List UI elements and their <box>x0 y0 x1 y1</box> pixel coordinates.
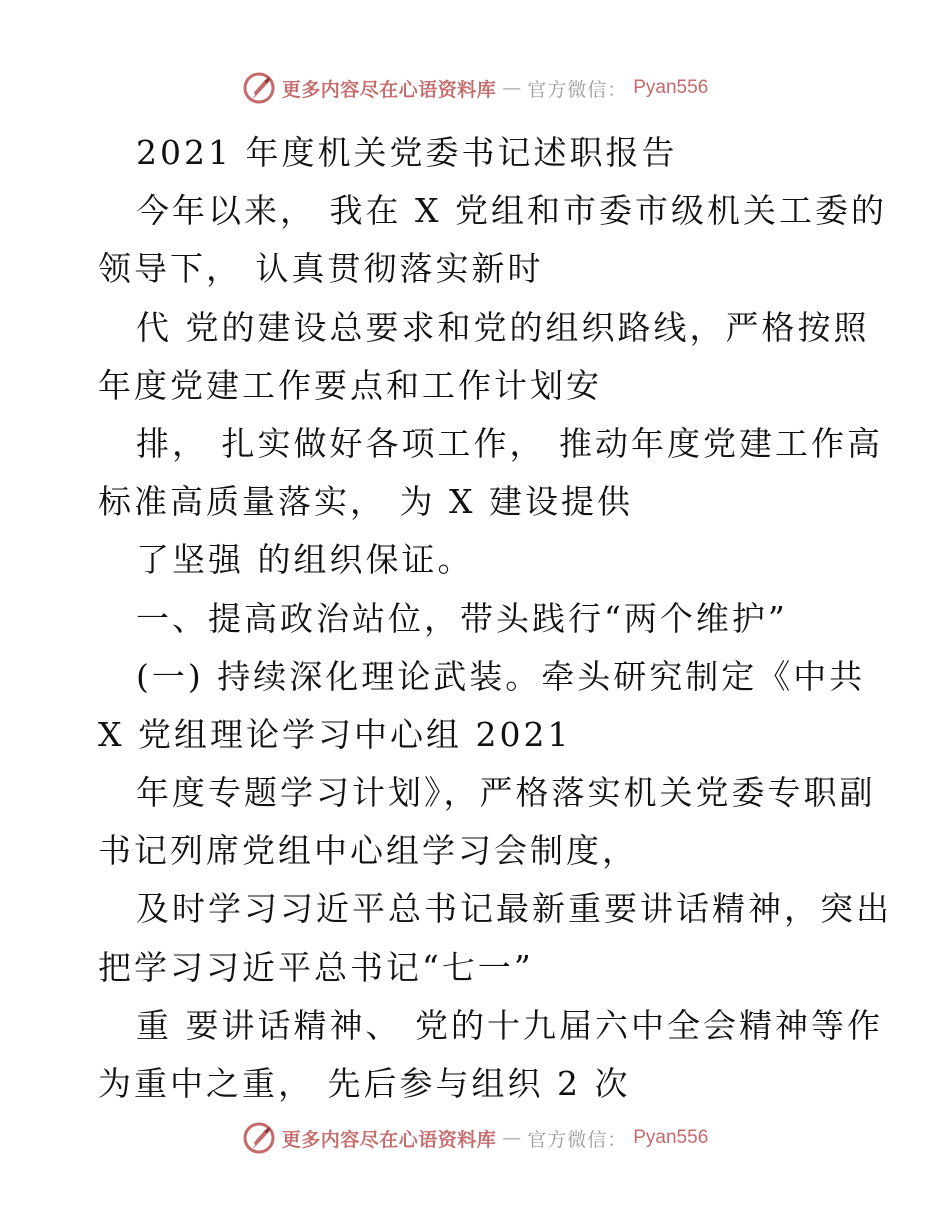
document-line: 书记列席党组中心组学习会制度， <box>98 831 638 871</box>
document-line: 重 要讲话精神、 党的十九届六中全会精神等作 <box>136 1005 883 1045</box>
watermark-official: 官方微信： <box>527 1128 628 1151</box>
document-line: 及时学习习近平总书记最新重要讲话精神，突出 <box>136 889 892 929</box>
document-line: 今年以来， 我在 X 党组和市委市级机关工委的 <box>136 191 887 231</box>
document-line: 年度党建工作要点和工作计划安 <box>98 365 602 405</box>
document-line: 把学习习近平总书记“七一” <box>98 947 534 987</box>
document-line: 年度专题学习计划》，严格落实机关党委专职副 <box>136 773 876 813</box>
watermark-wechat-id: Pyan556 <box>633 77 709 98</box>
header-watermark <box>0 68 950 108</box>
document-line: 代 党的建设总要求和党的组织路线，严格按照 <box>136 307 870 347</box>
document-line: (一) 持续深化理论武装。牵头研究制定《中共 <box>136 656 866 696</box>
watermark-brand: 更多内容尽在心语资料库 <box>281 1128 497 1151</box>
document-line: 了坚强 的组织保证。 <box>136 540 474 580</box>
document-body <box>98 124 892 1113</box>
document-line: 为重中之重， 先后参与组织 2 次 <box>98 1064 631 1103</box>
watermark-official: 官方微信： <box>527 78 628 101</box>
document-line: 一、提高政治站位，带头践行“两个维护” <box>136 598 788 638</box>
document-line: X 党组理论学习中心组 2021 <box>98 714 572 754</box>
watermark-separator: — <box>502 1127 522 1149</box>
document-line: 标准高质量落实， 为 X 建设提供 <box>98 482 633 522</box>
quill-logo-icon <box>242 1121 276 1155</box>
quill-logo-icon <box>242 71 276 105</box>
footer-watermark <box>0 1118 950 1158</box>
watermark-wechat-id: Pyan556 <box>633 1127 709 1148</box>
document-line: 领导下， 认真贯彻落实新时 <box>98 249 544 289</box>
document-line: 排， 扎实做好各项工作， 推动年度党建工作高 <box>136 423 883 463</box>
watermark-separator: — <box>502 77 522 99</box>
watermark-brand: 更多内容尽在心语资料库 <box>281 78 497 101</box>
document-line: 2021 年度机关党委书记述职报告 <box>136 133 678 172</box>
